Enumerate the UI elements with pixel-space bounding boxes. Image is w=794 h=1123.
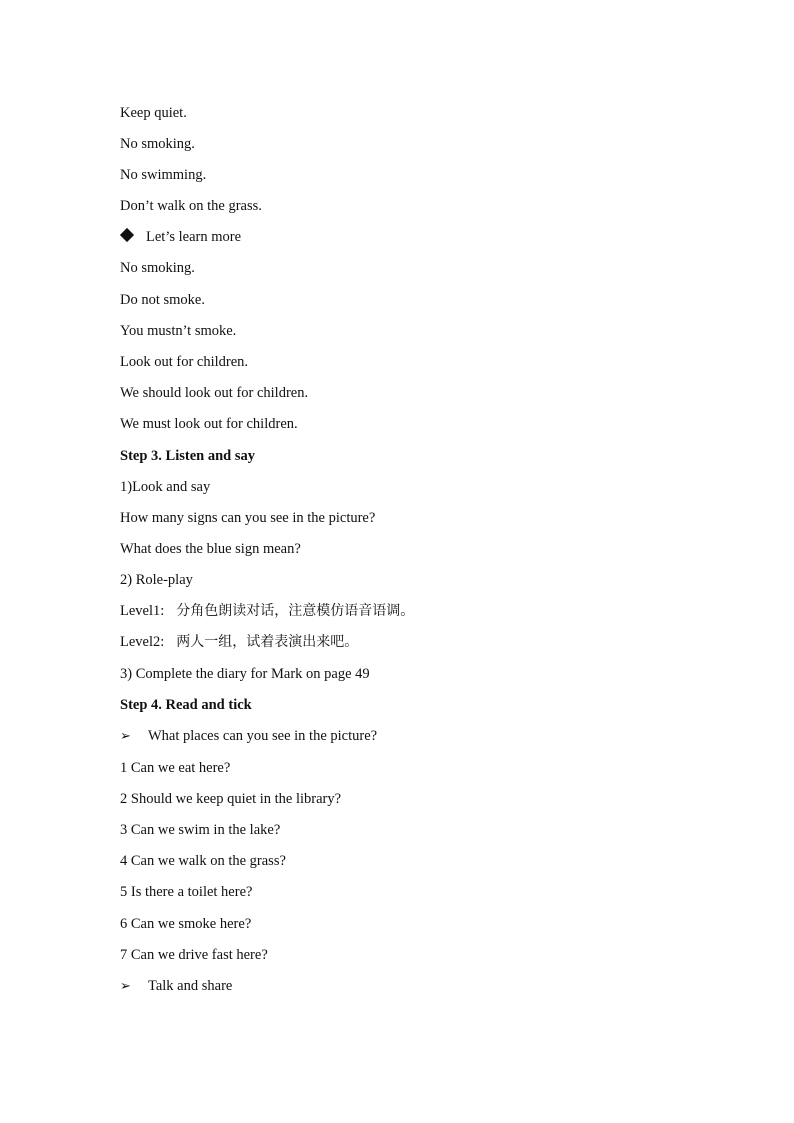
arrow-list-item — [120, 977, 232, 996]
text-line: Look out for children. — [120, 354, 249, 370]
arrow-bullet-icon: ➢ — [120, 729, 131, 744]
level-label: Level1: — [120, 603, 165, 619]
text-line: You mustn’t smoke. — [120, 323, 237, 339]
question-line: 7 Can we drive fast here? — [120, 947, 268, 963]
text-line: No smoking. — [120, 260, 195, 276]
question-line: 5 Is there a toilet here? — [120, 884, 253, 900]
heading-text: Let’s learn more — [146, 229, 242, 245]
text-line: 3) Complete the diary for Mark on page 49 — [120, 666, 370, 682]
question-line: 3 Can we swim in the lake? — [120, 822, 281, 838]
step-heading: Step 4. Read and tick — [120, 697, 252, 713]
text-line: Don’t walk on the grass. — [120, 198, 262, 214]
item-text: Talk and share — [148, 978, 233, 994]
text-line: Do not smoke. — [120, 292, 205, 308]
text-line: 1)Look and say — [120, 479, 211, 495]
text-line: What does the blue sign mean? — [120, 541, 301, 557]
step-heading: Step 3. Listen and say — [120, 448, 255, 464]
level-instruction: 分角色朗读对话，注意模仿语音语调。 — [176, 603, 415, 619]
item-text: What places can you see in the picture? — [148, 728, 378, 744]
level-line — [120, 633, 358, 651]
text-line: How many signs can you see in the picture? — [120, 510, 376, 526]
text-line: We must look out for children. — [120, 416, 298, 432]
text-line: No swimming. — [120, 167, 207, 183]
level-line — [120, 602, 414, 620]
level-instruction: 两人一组，试着表演出来吧。 — [176, 634, 359, 650]
text-line: Keep quiet. — [120, 105, 187, 121]
text-line: No smoking. — [120, 136, 195, 152]
text-line: 2) Role-play — [120, 572, 193, 588]
question-line: 6 Can we smoke here? — [120, 916, 252, 932]
arrow-bullet-icon: ➢ — [120, 979, 131, 994]
arrow-list-item — [120, 727, 377, 746]
section-heading-learn-more — [120, 228, 241, 246]
level-label: Level2: — [120, 634, 165, 650]
question-line: 2 Should we keep quiet in the library? — [120, 791, 342, 807]
text-line: We should look out for children. — [120, 385, 309, 401]
question-line: 4 Can we walk on the grass? — [120, 853, 286, 869]
diamond-bullet-icon — [120, 228, 134, 242]
question-line: 1 Can we eat here? — [120, 760, 231, 776]
